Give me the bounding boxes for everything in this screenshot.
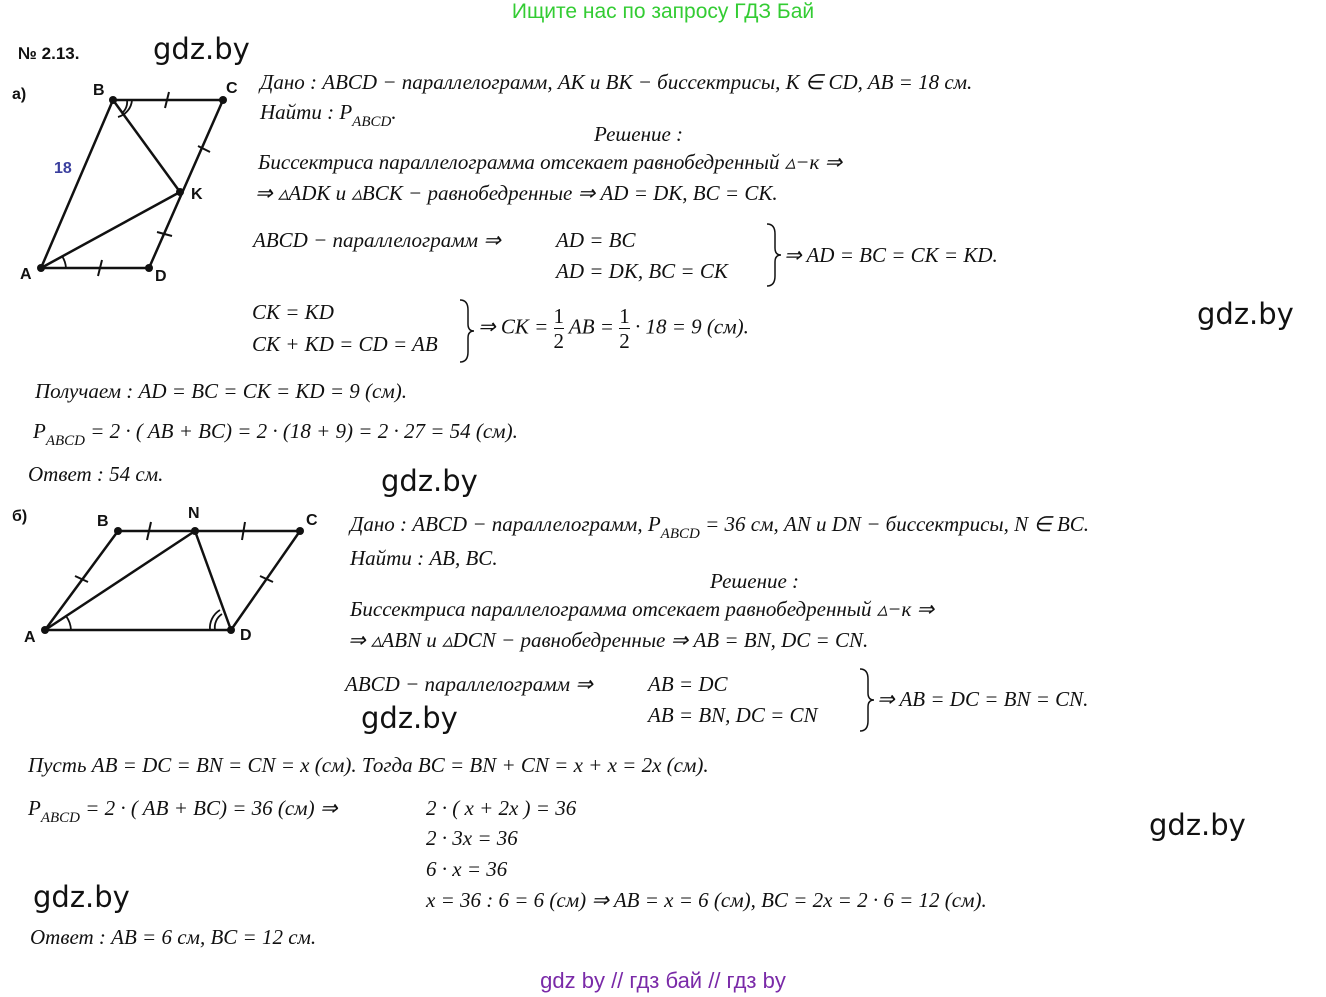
header-banner: Ищите нас по запросу ГДЗ Бай: [511, 0, 815, 23]
watermark-6: gdz.by: [33, 880, 130, 914]
part-b-eq2: 2 · 3x = 36: [426, 826, 518, 850]
part-a-sys1-left: ABCD − параллелограмм ⇒: [253, 228, 501, 252]
part-b-sys-row2: AB = BN, DC = CN: [648, 703, 818, 727]
part-b-figure: [20, 510, 320, 650]
part-a-solution-title: Решение :: [594, 122, 684, 146]
vertex-a-label: A: [20, 266, 32, 283]
watermark-5: gdz.by: [1149, 808, 1246, 842]
part-a-label: а): [12, 86, 27, 103]
bisector-dn: [195, 531, 231, 630]
vertex-a-label-b: A: [24, 629, 36, 646]
part-a-line1: Биссектриса параллелограмма отсекает равнобедренный ▵−к ⇒: [258, 150, 843, 174]
part-b-eq1: 2 · ( x + 2x ) = 36: [426, 796, 577, 820]
part-b-eq3: 6 · x = 36: [426, 857, 508, 881]
problem-number: № 2.13.: [18, 44, 80, 63]
part-b-sys-row1: AB = DC: [648, 672, 728, 696]
part-a-sys2-row1: CK = KD: [252, 300, 334, 324]
footer-links[interactable]: gdz by // гдз бай // гдз by: [540, 968, 786, 993]
part-b-line1: Биссектриса параллелограмма отсекает равнобедренный ▵−к ⇒: [350, 597, 935, 621]
part-b-solution-title: Решение :: [710, 569, 800, 593]
part-b-find: Найти : AB, BC.: [350, 546, 498, 570]
vertex-c-label: C: [226, 80, 238, 97]
vertex-b-label: B: [93, 82, 105, 99]
part-a-sys1-row2: AD = DK, BC = CK: [556, 259, 728, 283]
part-a-result: Получаем : AD = BC = CK = KD = 9 (см).: [35, 379, 407, 403]
part-b-sys-left: ABCD − параллелограмм ⇒: [345, 672, 593, 696]
part-a-sys2-result: ⇒ CK = $\frac{1}{2}$ AB = $\frac{1}{2}$ · 18 = 9 (см).: [478, 304, 749, 353]
vertex-k-label: K: [191, 186, 203, 203]
vertex-d-label: D: [155, 268, 167, 285]
part-a-find: Найти : $P_{ABCD}$.: [260, 100, 397, 130]
part-a-perimeter: $P_{ABCD} = 2$ · ( AB + BC) = 2 · (18 + 9) = 2 · 27 = 54 (см).: [33, 419, 518, 449]
part-a-sys1-result: ⇒ AD = BC = CK = KD.: [784, 243, 998, 267]
part-b-sys-result: ⇒ AB = DC = BN = CN.: [877, 687, 1089, 711]
vertex-b-label-b: B: [97, 513, 109, 530]
watermark-3: gdz.by: [381, 464, 478, 498]
part-b-let-line: Пусть AB = DC = BN = CN = x (см). Тогда BC = BN + CN = x + x = 2x (см).: [28, 753, 709, 777]
part-b-given: Дано : ABCD − параллелограмм, $P_{ABCD} = 36$ см, AN и DN − биссектрисы, N ∈ BC.: [350, 512, 1090, 542]
part-b-perimeter: $P_{ABCD} = 2$ · ( AB + BC) = 36 (см) ⇒: [28, 796, 338, 826]
part-b-eq4: x = 36 : 6 = 6 (см) ⇒ AB = x = 6 (см), BC = 2x = 2 · 6 = 12 (см).: [426, 888, 987, 912]
side-ab-length: 18: [54, 160, 72, 177]
vertex-n-label: N: [188, 505, 200, 522]
part-a-answer: Ответ : 54 см.: [28, 462, 164, 486]
part-a-sys2-row2: CK + KD = CD = AB: [252, 332, 438, 356]
part-a-sys1-row1: AD = BC: [556, 228, 636, 252]
watermark-1: gdz.by: [153, 32, 250, 66]
bisector-an: [45, 531, 195, 630]
part-a-sys2-brace: [458, 298, 476, 369]
vertex-c-label-b: C: [306, 512, 318, 529]
part-a-figure: [10, 80, 270, 280]
part-b-sys-brace: [858, 667, 876, 738]
vertex-d-label-b: D: [240, 627, 252, 644]
fraction-half-1: $\frac{1}{2}$: [553, 304, 565, 353]
part-a-sys1-brace: [765, 222, 783, 293]
part-b-answer: Ответ : AB = 6 см, BC = 12 см.: [30, 925, 317, 949]
fraction-half-2: $\frac{1}{2}$: [619, 304, 630, 353]
watermark-2: gdz.by: [1197, 297, 1294, 331]
part-a-line2: ⇒ ▵ADK и ▵BCK − равнобедренные ⇒ AD = DK, BC = CK.: [255, 181, 778, 205]
watermark-4: gdz.by: [361, 701, 458, 735]
part-b-line2: ⇒ ▵ABN и ▵DCN − равнобедренные ⇒ AB = BN, DC = CN.: [348, 628, 869, 652]
part-b-label: б): [12, 508, 28, 525]
part-a-given: Дано : ABCD − параллелограмм, AK и BK − биссектрисы, K ∈ CD, AB = 18 см.: [260, 70, 973, 94]
